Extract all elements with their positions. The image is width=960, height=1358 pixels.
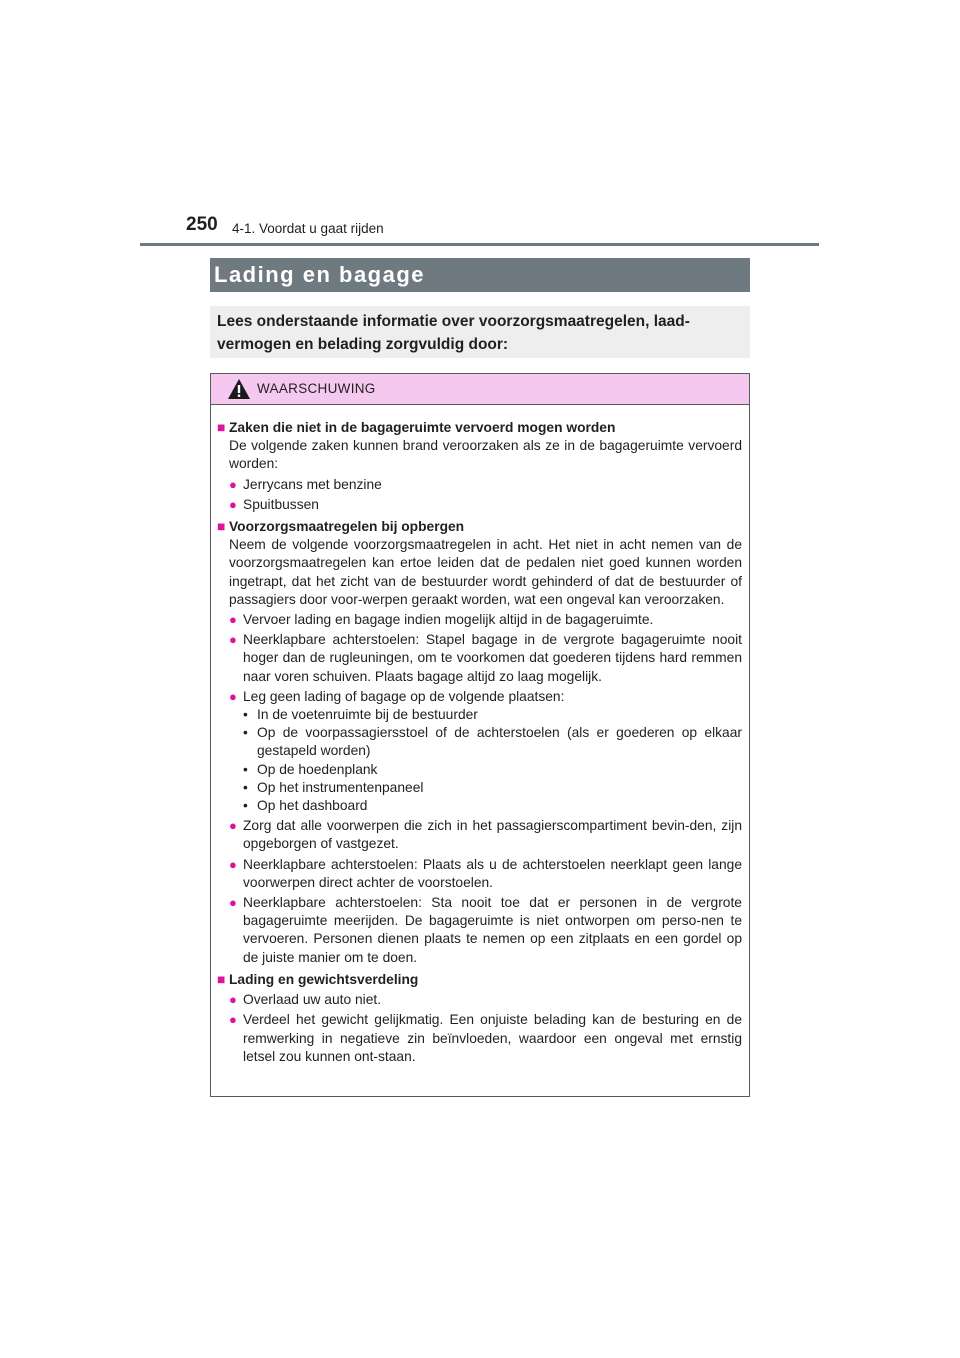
list-item-text: Neerklapbare achterstoelen: Stapel bagage in de vergrote bagageruimte nooit hoger dan de rugleuningen, om te voorkomen dat goederen tijdens hard remmen naar voren schuiven. Plaats bagage altijd zo laag mogelijk. — [243, 632, 742, 684]
section-heading — [217, 971, 742, 989]
page-number: 250 — [186, 214, 218, 235]
section-heading — [217, 518, 742, 536]
circle-bullet-icon: ● — [229, 476, 237, 492]
warning-header — [211, 374, 749, 405]
sub-bullet-icon: • — [243, 761, 248, 777]
sub-list-item-text: Op het instrumentenpaneel — [257, 779, 424, 795]
sub-bullet-icon: • — [243, 798, 248, 814]
list-item-content — [243, 631, 742, 686]
sub-list-item — [243, 724, 742, 760]
warning-body — [211, 405, 749, 1066]
section-heading-text: Lading en gewichtsverdeling — [229, 971, 419, 987]
list-item-content — [243, 1011, 742, 1066]
warning-label: WAARSCHUWING — [257, 381, 376, 396]
section-heading-text: Voorzorgsmaatregelen bij opbergen — [229, 519, 465, 535]
list-item-text: Jerrycans met benzine — [243, 476, 382, 492]
list-item — [217, 817, 742, 853]
chapter-title: 4-1. Voordat u gaat rijden — [232, 221, 384, 236]
header-rule — [140, 243, 819, 246]
circle-bullet-icon: ● — [229, 688, 237, 704]
warning-triangle-icon — [227, 378, 251, 400]
list-item — [217, 688, 742, 815]
section-title: Lading en bagage — [210, 258, 750, 292]
square-bullet-icon: ■ — [217, 971, 226, 987]
square-bullet-icon: ■ — [217, 519, 226, 535]
sub-list-item — [243, 797, 742, 815]
circle-bullet-icon: ● — [229, 895, 237, 911]
list-item-text: Verdeel het gewicht gelijkmatig. Een onjuiste belading kan de besturing en de remwerking in negatieve zin beïnvloeden, waardoor een ongeval met ernstig letsel zou kunnen ont-staan. — [243, 1012, 742, 1064]
list-item-text: Neerklapbare achterstoelen: Plaats als u de achterstoelen neerklapt geen lange voorwerpen direct achter de voorstoelen. — [243, 856, 742, 890]
list-item — [217, 631, 742, 686]
circle-bullet-icon: ● — [229, 818, 237, 834]
warning-section — [217, 971, 742, 1066]
list-item-content — [243, 611, 742, 629]
list-item-content — [243, 991, 742, 1009]
list-item — [217, 496, 742, 514]
list-item-text: Neerklapbare achterstoelen: Sta nooit toe dat er personen in de vergrote bagageruimte meerijden. De bagageruimte is niet ontworpen om perso-nen te vervoeren. Personen dienen plaats te nemen op een zitplaats en een gordel op de juiste manier om te doen. — [243, 895, 742, 965]
sub-bullet-icon: • — [243, 707, 248, 723]
list-item-content — [243, 894, 742, 967]
circle-bullet-icon: ● — [229, 1012, 237, 1028]
list-item — [217, 476, 742, 494]
intro-text: Lees onderstaande informatie over voorzorgsmaatregelen, laad-vermogen en belading zorgvuldig door: — [217, 313, 690, 353]
sub-bullet-icon: • — [243, 779, 248, 795]
circle-bullet-icon: ● — [229, 612, 237, 628]
sub-list-item-text: In de voetenruimte bij de bestuurder — [257, 707, 478, 723]
list-item-text: Spuitbussen — [243, 496, 319, 512]
section-heading-text: Zaken die niet in de bagageruimte vervoerd mogen worden — [229, 420, 616, 435]
list-item — [217, 856, 742, 892]
sub-list-item-text: Op de voorpassagiersstoel of de achterstoelen (als er goederen op elkaar gestapeld worden) — [257, 725, 742, 759]
list-item-text: Overlaad uw auto niet. — [243, 992, 382, 1008]
list-item — [217, 991, 742, 1009]
circle-bullet-icon: ● — [229, 856, 237, 872]
sub-list-item-text: Op de hoedenplank — [257, 761, 378, 777]
section-text: Neem de volgende voorzorgsmaatregelen in acht. Het niet in acht nemen van de voorzorgsmaatregelen kan ertoe leiden dat de pedalen niet goed kunnen worden ingetrapt, dat het zicht van de bestuurder wordt gehinderd of dat de bestuurder of passagiers door voor-werpen geraakt worden, wat een ongeval kan veroorzaken. — [229, 537, 742, 607]
list-item — [217, 1011, 742, 1066]
list-item-content — [243, 496, 742, 514]
warning-section — [217, 518, 742, 967]
sub-list-item — [243, 706, 742, 724]
list-item-text: Vervoer lading en bagage indien mogelijk altijd in de bagageruimte. — [243, 612, 654, 628]
sub-list-item — [243, 761, 742, 779]
circle-bullet-icon: ● — [229, 496, 237, 512]
list-item-content — [243, 817, 742, 853]
list-item-content — [243, 476, 742, 494]
square-bullet-icon: ■ — [217, 420, 226, 435]
section-heading — [217, 419, 742, 437]
sub-list-item-text: Op het dashboard — [257, 798, 368, 814]
warning-box — [210, 373, 750, 1097]
list-item-content — [243, 856, 742, 892]
section-text: De volgende zaken kunnen brand veroorzaken als ze in de bagageruimte vervoerd worden: — [229, 438, 742, 472]
warning-section — [217, 419, 742, 514]
circle-bullet-icon: ● — [229, 632, 237, 648]
intro-box — [210, 306, 750, 358]
circle-bullet-icon: ● — [229, 992, 237, 1008]
list-item-text: Zorg dat alle voorwerpen die zich in het passagierscompartiment bevin-den, zijn opgeborgen of vastgezet. — [243, 818, 742, 852]
sub-bullet-icon: • — [243, 725, 248, 741]
list-item — [217, 611, 742, 629]
list-item-text: Leg geen lading of bagage op de volgende plaatsen: — [243, 688, 565, 704]
list-item-content — [243, 688, 742, 815]
sub-list-item — [243, 779, 742, 797]
list-item — [217, 894, 742, 967]
